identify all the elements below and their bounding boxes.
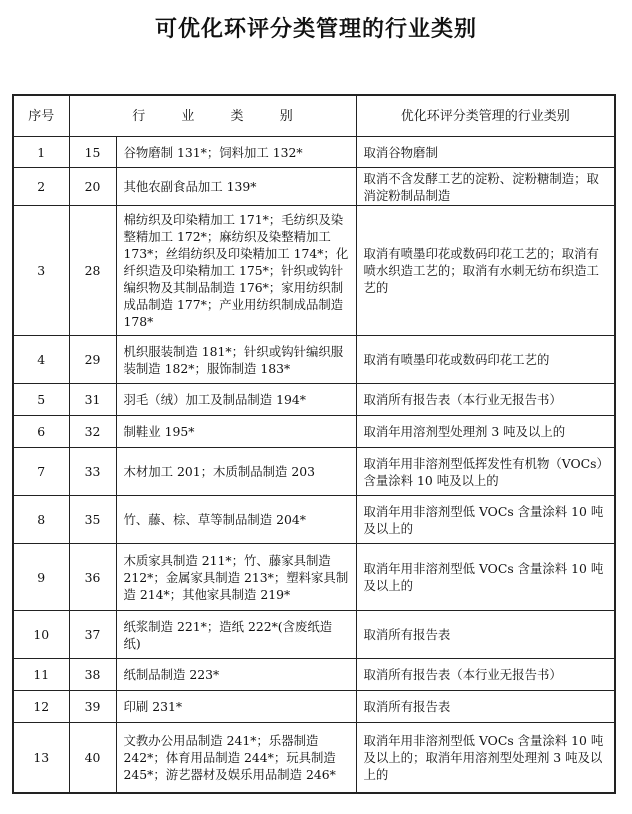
page-title: 可优化环评分类管理的行业类别 [154, 17, 477, 42]
table-row [13, 206, 615, 336]
row-code: 38 [69, 659, 116, 691]
row-industry: 谷物磨制 131*；饲料加工 132* [116, 137, 356, 168]
row-optimization: 取消年用非溶剂型低 VOCs 含量涂料 10 吨及以上的；取消年用溶剂型处理剂 3 吨及以上的 [356, 723, 615, 793]
table-row [13, 336, 615, 384]
row-no: 12 [13, 691, 69, 723]
row-code: 20 [69, 168, 116, 206]
table-row [13, 611, 615, 659]
table-row [13, 691, 615, 723]
table-row [13, 659, 615, 691]
row-code: 15 [69, 137, 116, 168]
row-optimization: 取消所有报告表 [356, 611, 615, 659]
row-industry: 棉纺织及印染精加工 171*；毛纺织及染整精加工 172*；麻纺织及染整精加工 173*；丝绢纺织及印染精加工 174*；化纤织造及印染精加工 175*；针织或钩针编织物及其制品制造 176*；家用纺织制成品制造 177*；产业用纺织制成品制造 178* [116, 206, 356, 336]
row-code: 32 [69, 416, 116, 448]
row-code: 31 [69, 384, 116, 416]
row-industry: 文教办公用品制造 241*；乐器制造 242*；体育用品制造 244*；玩具制造 245*；游艺器材及娱乐用品制造 246* [116, 723, 356, 793]
row-optimization: 取消年用溶剂型处理剂 3 吨及以上的 [356, 416, 615, 448]
row-optimization: 取消有喷墨印花或数码印花工艺的 [356, 336, 615, 384]
row-no: 6 [13, 416, 69, 448]
row-optimization: 取消谷物磨制 [356, 137, 615, 168]
row-industry: 纸浆制造 221*；造纸 222*(含废纸造纸) [116, 611, 356, 659]
row-industry: 木质家具制造 211*；竹、藤家具制造 212*；金属家具制造 213*；塑料家具制造 214*；其他家具制造 219* [116, 544, 356, 611]
table-row [13, 544, 615, 611]
row-no: 1 [13, 137, 69, 168]
row-industry: 制鞋业 195* [116, 416, 356, 448]
row-no: 2 [13, 168, 69, 206]
row-industry: 纸制品制造 223* [116, 659, 356, 691]
row-code: 37 [69, 611, 116, 659]
row-no: 8 [13, 496, 69, 544]
row-code: 28 [69, 206, 116, 336]
row-optimization: 取消有喷墨印花或数码印花工艺的；取消有喷水织造工艺的；取消有水刺无纺布织造工艺的 [356, 206, 615, 336]
table-row [13, 384, 615, 416]
row-no: 5 [13, 384, 69, 416]
table-header-row [13, 95, 615, 137]
row-optimization: 取消年用非溶剂型低 VOCs 含量涂料 10 吨及以上的 [356, 544, 615, 611]
row-no: 4 [13, 336, 69, 384]
row-no: 7 [13, 448, 69, 496]
row-code: 39 [69, 691, 116, 723]
table-row [13, 448, 615, 496]
row-optimization: 取消年用非溶剂型低挥发性有机物（VOCs）含量涂料 10 吨及以上的 [356, 448, 615, 496]
header-category: 行 业 类 别 [69, 95, 356, 137]
row-optimization: 取消所有报告表（本行业无报告书） [356, 659, 615, 691]
row-industry: 其他农副食品加工 139* [116, 168, 356, 206]
header-optimization: 优化环评分类管理的行业类别 [356, 95, 615, 137]
row-no: 13 [13, 723, 69, 793]
row-optimization: 取消年用非溶剂型低 VOCs 含量涂料 10 吨及以上的 [356, 496, 615, 544]
table-row [13, 496, 615, 544]
row-code: 35 [69, 496, 116, 544]
table-row [13, 723, 615, 793]
table-row [13, 168, 615, 206]
row-industry: 机织服装制造 181*；针织或钩针编织服装制造 182*；服饰制造 183* [116, 336, 356, 384]
industry-table [12, 94, 616, 794]
row-no: 9 [13, 544, 69, 611]
row-no: 10 [13, 611, 69, 659]
row-optimization: 取消所有报告表（本行业无报告书） [356, 384, 615, 416]
row-industry: 竹、藤、棕、草等制品制造 204* [116, 496, 356, 544]
row-code: 40 [69, 723, 116, 793]
header-no: 序号 [13, 95, 69, 137]
row-industry: 印刷 231* [116, 691, 356, 723]
table-row [13, 416, 615, 448]
row-industry: 木材加工 201；木质制品制造 203 [116, 448, 356, 496]
row-code: 33 [69, 448, 116, 496]
row-code: 29 [69, 336, 116, 384]
row-no: 3 [13, 206, 69, 336]
row-code: 36 [69, 544, 116, 611]
row-optimization: 取消所有报告表 [356, 691, 615, 723]
row-industry: 羽毛（绒）加工及制品制造 194* [116, 384, 356, 416]
row-optimization: 取消不含发酵工艺的淀粉、淀粉糖制造；取消淀粉制品制造 [356, 168, 615, 206]
table-row [13, 137, 615, 168]
row-no: 11 [13, 659, 69, 691]
